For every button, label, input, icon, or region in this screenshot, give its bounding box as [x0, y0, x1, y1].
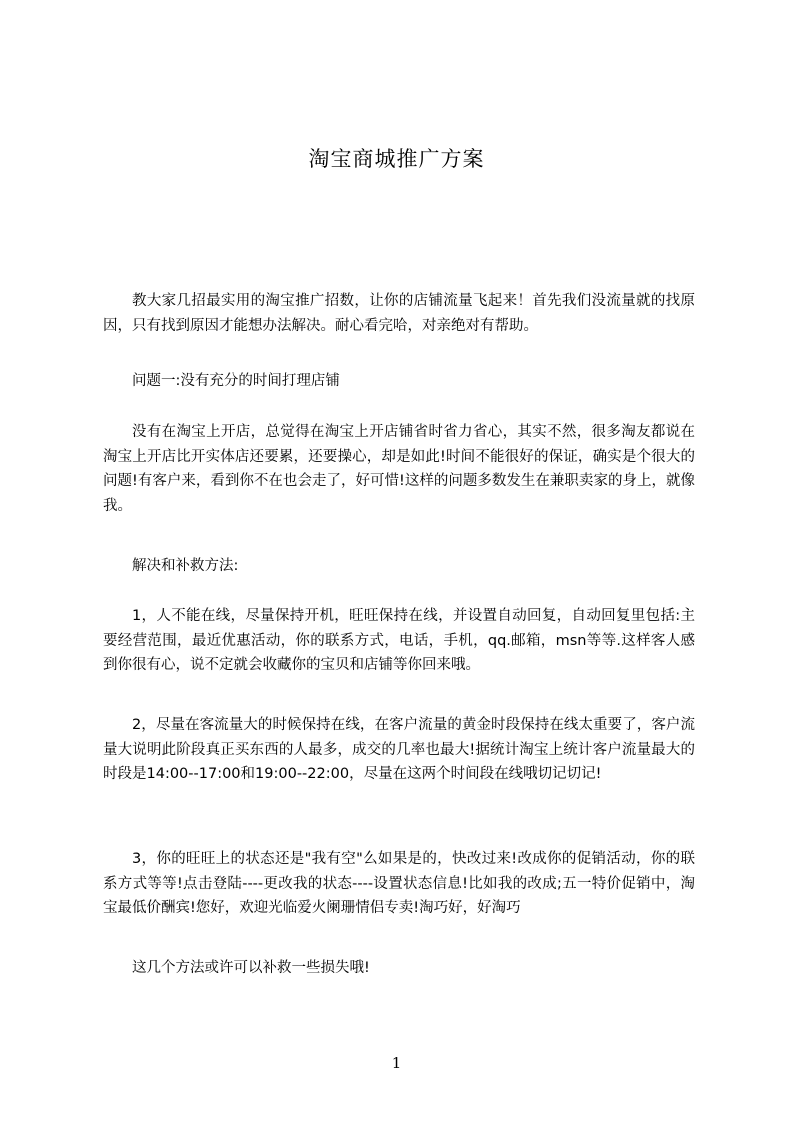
paragraph-solution-heading: 解决和补救方法: [132, 558, 239, 574]
paragraph-solution-3: 3，你的旺旺上的状态还是"我有空"么如果是的，快改过来!改成你的促销活动，你的联系方式等等!点击登陆----更改我的状态----设置状态信息!比如我的改成;五一特价促销中，淘宝最低价酬宾!您好，欢迎光临爱火阑珊情侣专卖!淘巧好，好淘巧 [103, 851, 695, 916]
paragraph-intro: 教大家几招最实用的淘宝推广招数，让你的店铺流量飞起来！首先我们没流量就的找原因，只有找到原因才能想办法解决。耐心看完哈，对亲绝对有帮助。 [103, 293, 695, 334]
paragraph-solution-2: 2，尽量在客流量大的时候保持在线，在客户流量的黄金时段保持在线太重要了，客户流量大说明此阶段真正买东西的人最多，成交的几率也最大!据统计淘宝上统计客户流量最大的时段是14:00--17:00和19:00--22:00，尽量在这两个时间段在线哦切记切记! [103, 717, 695, 782]
page-number: 1 [391, 1054, 402, 1072]
paragraph-problem-heading: 问题一:没有充分的时间打理店铺 [132, 373, 340, 389]
document-title: 淘宝商城推广方案 [308, 147, 485, 171]
paragraph-solution-1: 1，人不能在线，尽量保持开机，旺旺保持在线，并设置自动回复，自动回复里包括:主要经营范围，最近优惠活动，你的联系方式，电话，手机，qq.邮箱，msn等等.这样客人感到你很有心，说不定就会收藏你的宝贝和店铺等你回来哦。 [103, 608, 695, 673]
paragraph-conclusion: 这几个方法或许可以补救一些损失哦! [132, 960, 370, 976]
paragraph-problem-description: 没有在淘宝上开店，总觉得在淘宝上开店铺省时省力省心，其实不然，很多淘友都说在淘宝上开店比开实体店还要累，还要操心，却是如此!时间不能很好的保证，确实是个很大的问题!有客户来，看到你不在也会走了，好可惜!这样的问题多数发生在兼职卖家的身上，就像我。 [103, 424, 695, 514]
